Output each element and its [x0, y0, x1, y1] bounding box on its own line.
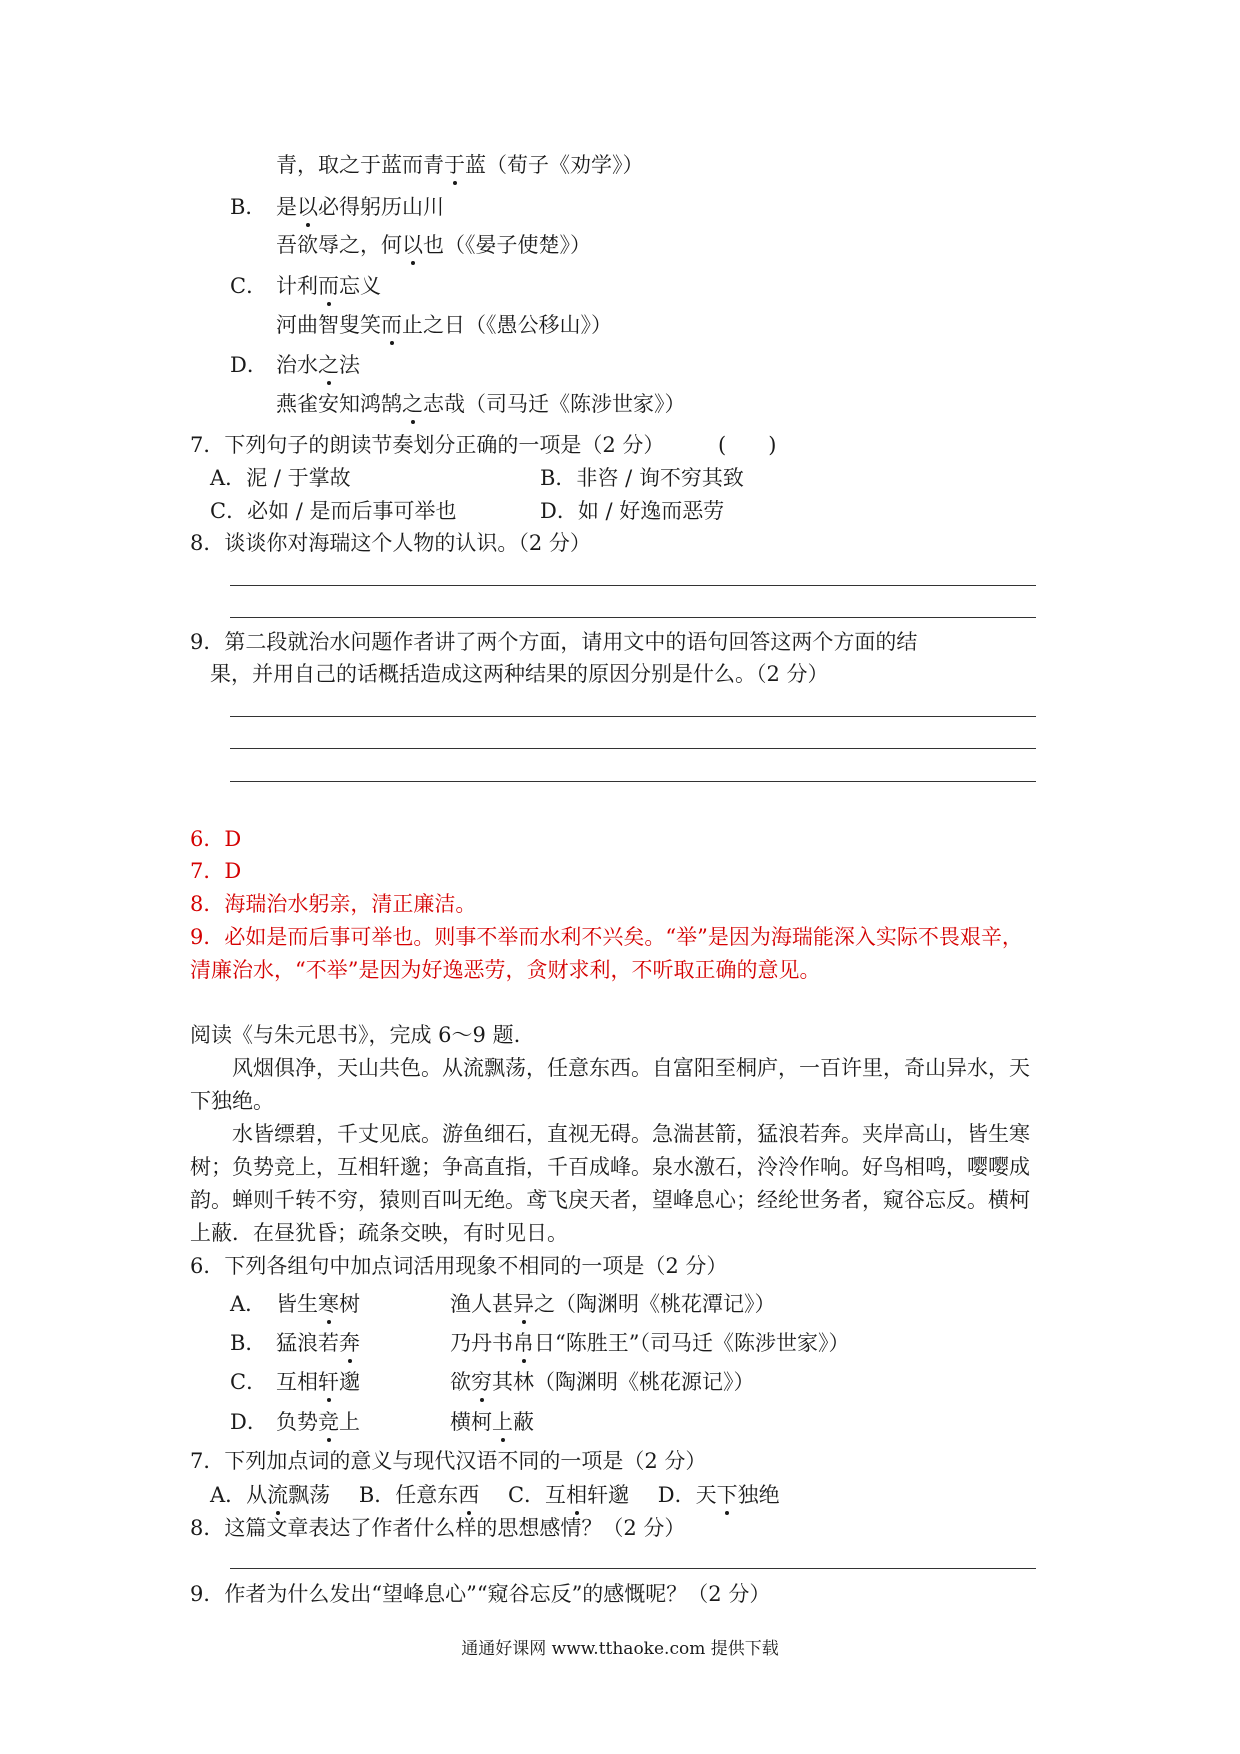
q7-option-c: C．必如 / 是而后事可举也 — [210, 499, 457, 523]
r6-stem: 6．下列各组句中加点词活用现象不相同的一项是（2 分） — [190, 1254, 728, 1278]
q6-option-a-line2: 青，取之于蓝而青于蓝（荀子《劝学》） — [276, 153, 644, 177]
q7-option-a: A．泥 / 于掌故 — [210, 466, 351, 490]
page-footer: 通通好课网 www.tthaoke.com 提供下载 — [461, 1639, 779, 1659]
r6-option-c-left: 互相轩邈 — [276, 1370, 360, 1394]
emphasis-dot-char: 帛 — [513, 1331, 534, 1355]
emphasis-dot-char: 之 — [318, 353, 339, 377]
r8-answer-line[interactable] — [230, 1568, 1036, 1569]
r7-stem: 7．下列加点词的意义与现代汉语不同的一项是（2 分） — [190, 1449, 707, 1473]
answer-7: 7．D — [190, 859, 242, 883]
q9-stem-line1: 9．第二段就治水问题作者讲了两个方面，请用文中的语句回答这两个方面的结 — [190, 630, 918, 654]
emphasis-dot-char: 于 — [444, 153, 465, 177]
q9-answer-line[interactable] — [230, 781, 1036, 782]
reading2-intro: 阅读《与朱元思书》，完成 6～9 题. — [190, 1023, 521, 1047]
emphasis-dot-char: 而 — [381, 313, 402, 337]
q6-option-d-line1: 治水之法 — [276, 353, 360, 377]
r6-option-a-label: A． — [230, 1292, 267, 1316]
q7-option-d: D．如 / 好逸而恶劳 — [540, 499, 725, 523]
emphasis-dot-char: 以 — [402, 233, 423, 257]
r9-stem: 9．作者为什么发出“望峰息心”“窥谷忘反”的感慨呢？（2 分） — [190, 1582, 771, 1606]
answer-9-line1: 9．必如是而后事可举也。则事不举而水利不兴矣。“举”是因为海瑞能深入实际不畏艰辛， — [190, 925, 1023, 949]
emphasis-dot-char: 以 — [297, 195, 318, 219]
reading2-p2-line2: 树；负势竞上，互相轩邈；争高直指，千百成峰。泉水激石，泠泠作响。好鸟相鸣，嘤嘤成 — [190, 1155, 1030, 1179]
r6-option-a-left: 皆生寒树 — [276, 1292, 360, 1316]
q9-answer-line[interactable] — [230, 716, 1036, 717]
r6-option-c-right: 欲穷其林（陶渊明《桃花源记》） — [450, 1370, 755, 1394]
emphasis-dot-char: 竞 — [318, 1410, 339, 1434]
emphasis-dot-char: 西 — [458, 1483, 480, 1507]
q6-option-b-line1: 是以必得躬历山川 — [276, 195, 444, 219]
reading2-p2-line3: 韵。蝉则千转不穷，猿则百叫无绝。鸢飞戾天者，望峰息心；经纶世务者，窥谷忘反。横柯 — [190, 1188, 1030, 1212]
r7-options — [210, 1481, 780, 1509]
emphasis-dot-char: 相 — [566, 1483, 588, 1507]
emphasis-dot-char: 下 — [716, 1483, 738, 1507]
q6-option-c-line1: 计利而忘义 — [276, 274, 381, 298]
emphasis-dot-char: 穷 — [471, 1370, 492, 1394]
r7-option-a: A．从流飘荡 — [210, 1483, 331, 1507]
emphasis-dot-char: 轩 — [318, 1370, 339, 1394]
r6-option-b-label: B． — [230, 1331, 267, 1355]
reading2-p1-line1: 风烟俱净，天山共色。从流飘荡，任意东西。自富阳至桐庐，一百许里，奇山异水，天 — [232, 1056, 1030, 1080]
emphasis-dot-char: 奔 — [339, 1331, 360, 1355]
r6-option-b-right: 乃丹书帛日“陈胜王”（司马迁《陈涉世家》） — [450, 1331, 850, 1355]
q6-option-d-label: D． — [230, 353, 268, 377]
emphasis-dot-char: 流 — [267, 1483, 289, 1507]
q6-option-b-label: B． — [230, 195, 267, 219]
q7-option-b: B．非咨 / 询不穷其致 — [540, 466, 744, 490]
r8-stem: 8．这篇文章表达了作者什么样的思想感情？（2 分） — [190, 1516, 686, 1540]
answer-8: 8．海瑞治水躬亲，清正廉洁。 — [190, 892, 477, 916]
reading2-p1-line2: 下独绝。 — [190, 1089, 274, 1113]
r7-option-d: D．天下独绝 — [657, 1483, 780, 1507]
r7-option-b: B．任意东西 — [358, 1483, 480, 1507]
r7-option-c: C．互相轩邈 — [507, 1483, 630, 1507]
emphasis-dot-char: 上 — [492, 1410, 513, 1434]
q8-stem: 8．谈谈你对海瑞这个人物的认识。（2 分） — [190, 531, 591, 555]
emphasis-dot-char: 而 — [318, 274, 339, 298]
r6-option-d-right: 横柯上蔽 — [450, 1410, 534, 1434]
q9-answer-line[interactable] — [230, 748, 1036, 749]
r6-option-d-label: D． — [230, 1410, 268, 1434]
emphasis-dot-char: 异 — [513, 1292, 534, 1316]
emphasis-dot-char: 寒 — [318, 1292, 339, 1316]
reading2-p2-line4: 上蔽．在昼犹昏；疏条交映，有时见日。 — [190, 1221, 568, 1245]
q8-answer-line[interactable] — [230, 617, 1036, 618]
q6-option-b-line2: 吾欲辱之，何以也（《晏子使楚》） — [276, 233, 591, 257]
q6-option-d-line2: 燕雀安知鸿鹄之志哉（司马迁《陈涉世家》） — [276, 392, 686, 416]
q9-stem-line2: 果，并用自己的话概括造成这两种结果的原因分别是什么。（2 分） — [210, 662, 829, 686]
emphasis-dot-char: 之 — [402, 392, 423, 416]
answer-9-line2: 清廉治水，“不举”是因为好逸恶劳，贪财求利，不听取正确的意见。 — [190, 958, 821, 982]
r6-option-c-label: C． — [230, 1370, 268, 1394]
answer-6: 6．D — [190, 827, 242, 851]
q8-answer-line[interactable] — [230, 585, 1036, 586]
r6-option-d-left: 负势竞上 — [276, 1410, 360, 1434]
r6-option-a-right: 渔人甚异之（陶渊明《桃花潭记》） — [450, 1292, 776, 1316]
q6-option-c-label: C． — [230, 274, 268, 298]
reading2-p2-line1: 水皆缥碧，千丈见底。游鱼细石，直视无碍。急湍甚箭，猛浪若奔。夹岸高山，皆生寒 — [232, 1122, 1030, 1146]
r6-option-b-left: 猛浪若奔 — [276, 1331, 360, 1355]
q7-answer-paren: ( ) — [718, 433, 777, 457]
q6-option-c-line2: 河曲智叟笑而止之日（《愚公移山》） — [276, 313, 612, 337]
q7-stem: 7．下列句子的朗读节奏划分正确的一项是（2 分） — [190, 433, 665, 457]
